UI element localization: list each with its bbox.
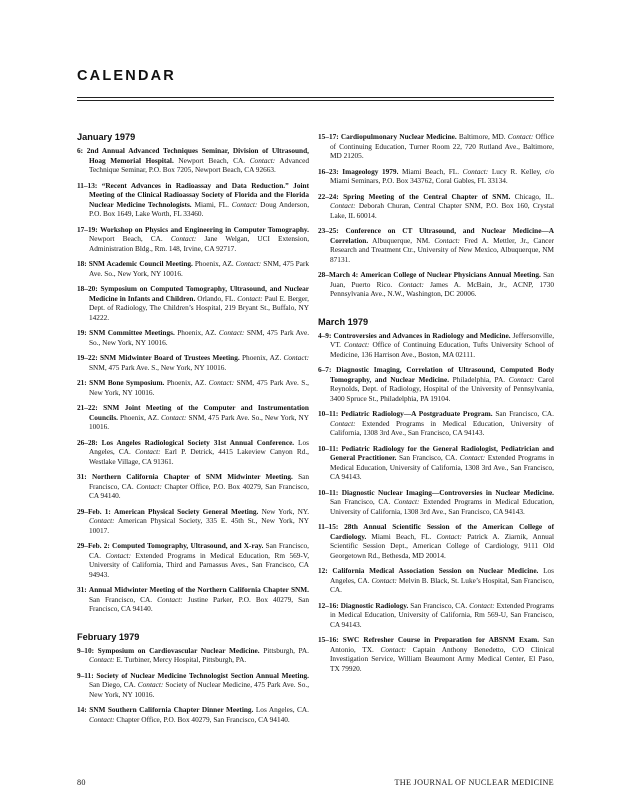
calendar-entry bbox=[318, 270, 554, 299]
calendar-entry bbox=[77, 353, 309, 372]
contact-label: Contact: bbox=[393, 497, 420, 506]
event-title: California Medical Association Session on Nuclear Medicine. bbox=[332, 566, 539, 575]
calendar-entry bbox=[318, 566, 554, 595]
event-title: SWC Refresher Course in Preparation for ABSNM Exam. bbox=[342, 635, 540, 644]
event-location: New York, NY. bbox=[261, 506, 310, 516]
event-location: San Francisco, CA. bbox=[330, 497, 391, 506]
contact-label: Contact: bbox=[343, 340, 370, 349]
event-date: 31: bbox=[77, 472, 87, 481]
event-location: Pittsburgh, PA. bbox=[263, 645, 310, 655]
event-contact: E. Turbiner, Mercy Hospital, Pittsburgh, PA. bbox=[116, 655, 247, 664]
event-title: Society of Nuclear Medicine Technologist Section Annual Meeting. bbox=[96, 670, 309, 680]
event-contact: SNM, 475 Park Ave. So., New York, NY 10016. bbox=[89, 259, 310, 278]
event-location: Orlando, FL. bbox=[197, 293, 236, 303]
event-title: Los Angeles Radiological Society 31st Annual Conference. bbox=[101, 437, 295, 447]
contact-label: Contact: bbox=[371, 575, 397, 585]
event-location: San Diego, CA. bbox=[89, 680, 136, 689]
contact-label: Contact: bbox=[462, 166, 489, 176]
month-heading: March 1979 bbox=[318, 316, 369, 327]
event-location: San Francisco, CA. bbox=[399, 453, 458, 462]
calendar-entry bbox=[318, 601, 554, 630]
contact-label: Contact: bbox=[157, 594, 183, 604]
event-contact: Extended Programs in Medical Education, Rm 569-V, University of California, Third and Parnassus Aves., San Francisco, CA 94943. bbox=[89, 550, 310, 579]
calendar-entry bbox=[318, 167, 554, 186]
calendar-entry bbox=[77, 378, 309, 397]
calendar-entry bbox=[77, 541, 309, 579]
event-date: 26–28: bbox=[77, 437, 98, 447]
journal-name: THE JOURNAL OF NUCLEAR MEDICINE bbox=[394, 778, 554, 787]
calendar-entry bbox=[77, 284, 309, 322]
event-title: Cardiopulmonary Nuclear Medicine. bbox=[340, 132, 457, 141]
event-location: San Francisco, CA. bbox=[410, 600, 468, 610]
event-title: SNM Committee Meetings. bbox=[89, 328, 175, 337]
event-contact: Captain Anthony Benedetto, C/O Clinical Investigation Service, William Beaumont Army Medical Center, El Paso, TX 79920. bbox=[330, 644, 554, 673]
event-date: 22–24: bbox=[318, 191, 339, 201]
event-title: SNM Midwinter Board of Trustees Meeting. bbox=[99, 353, 240, 362]
calendar-entry bbox=[77, 705, 309, 724]
event-date: 15–16: bbox=[318, 635, 339, 644]
contact-label: Contact: bbox=[434, 235, 460, 245]
event-date: 18: bbox=[77, 259, 87, 268]
event-location: San Antonio, TX. bbox=[330, 635, 555, 654]
event-date: 6: bbox=[77, 146, 84, 155]
contact-label: Contact: bbox=[89, 655, 115, 664]
contact-label: Contact: bbox=[249, 155, 276, 165]
event-title: Imageology 1979. bbox=[342, 166, 399, 176]
event-contact: SNM, 475 Park Ave. S., New York, NY 10016. bbox=[89, 362, 227, 372]
event-contact: Lucy R. Kelley, c/o Miami Seminars, P.O. Box 343762, Coral Gables, FL 33134. bbox=[330, 166, 555, 185]
event-title: Annual Midwinter Meeting of the Northern California Chapter SNM. bbox=[88, 585, 309, 594]
event-contact: Chapter Office, P.O. Box 40279, San Francisco, CA 94140. bbox=[89, 481, 309, 500]
event-location: Albuquerque, NM. bbox=[372, 235, 431, 245]
event-title: Controversies and Advances in Radiology and Medicine. bbox=[333, 330, 511, 340]
event-title: Symposium on Computed Tomography, Ultrasound, and Nuclear Medicine in Infants and Children. bbox=[89, 284, 310, 303]
event-title: Pediatric Radiology for the General Radiologist, Pediatrician and General Practitioner. bbox=[330, 443, 554, 462]
event-location: Phoenix, AZ. bbox=[194, 259, 234, 268]
contact-label: Contact: bbox=[235, 259, 262, 268]
contact-label: Contact: bbox=[160, 412, 187, 422]
event-location: Miami Beach, FL. bbox=[371, 531, 432, 541]
event-date: 14: bbox=[77, 705, 87, 714]
calendar-entry bbox=[77, 671, 309, 700]
calendar-entry bbox=[77, 507, 309, 536]
event-contact: Extended Programs in Medical Education, University of California, 1308 3rd Ave., San Francisco, CA 94143. bbox=[330, 418, 554, 437]
event-location: Baltimore, MD. bbox=[458, 132, 506, 141]
contact-label: Contact: bbox=[136, 481, 162, 491]
event-contact: SNM, 475 Park Ave. So., New York, NY 10016. bbox=[89, 412, 310, 431]
event-date: 31: bbox=[77, 585, 87, 594]
event-title: American College of Nuclear Physicians Annual Meeting. bbox=[360, 270, 541, 279]
event-date: 21–22: bbox=[77, 403, 98, 412]
event-title: Computed Tomography, Ultrasound, and X-ray. bbox=[112, 541, 264, 550]
event-contact: SNM, 475 Park Ave. So., New York, NY 10016. bbox=[89, 328, 310, 347]
calendar-entry bbox=[77, 181, 309, 219]
event-date: 11–13: bbox=[77, 180, 98, 190]
event-location: San Juan, Puerto Rico. bbox=[330, 270, 555, 289]
event-date: 11–15: bbox=[318, 522, 339, 531]
title-rule-top bbox=[77, 97, 554, 98]
event-date: 9–10: bbox=[77, 645, 95, 655]
event-date: 19–22: bbox=[77, 353, 98, 362]
calendar-entry bbox=[77, 403, 309, 432]
event-contact: James A. McBain, Jr., ACNP, 1730 Pennsylvania Ave., N.W., Washington, DC 20006. bbox=[330, 279, 554, 298]
event-date: 10–11: bbox=[318, 409, 339, 418]
event-title: Workshop on Physics and Engineering in Computer Tomography. bbox=[100, 224, 309, 234]
contact-label: Contact: bbox=[89, 714, 115, 724]
event-contact: Deborah Churan, Central Chapter SNM, P.O. Box 160, Crystal Lake, IL 60014. bbox=[330, 201, 554, 220]
event-title: American Physical Society General Meeting. bbox=[114, 506, 259, 516]
month-heading: January 1979 bbox=[77, 132, 136, 142]
contact-label: Contact: bbox=[208, 378, 235, 387]
left-column bbox=[77, 132, 309, 730]
event-location: Phoenix, AZ. bbox=[166, 378, 207, 387]
contact-label: Contact: bbox=[135, 447, 161, 456]
event-location: Phoenix, AZ. bbox=[177, 328, 217, 337]
event-contact: Office of Continuing Education, Tufts University School of Medicine, 136 Harrison Ave., Boston, MA 02111. bbox=[330, 340, 554, 359]
event-date: 9–11: bbox=[77, 670, 94, 680]
event-contact: Carol Reynolds, Dept. of Radiology, Hospital of the University of Pennsylvania, 3400 Spruce St., Philadelphia, PA 19104. bbox=[330, 374, 555, 403]
contact-label: Contact: bbox=[330, 201, 356, 210]
event-contact: Society of Nuclear Medicine, 475 Park Ave. So., New York, NY 10016. bbox=[89, 680, 310, 699]
calendar-entry bbox=[77, 585, 309, 614]
calendar-entry bbox=[77, 438, 309, 467]
calendar-entry bbox=[318, 132, 554, 161]
calendar-entry bbox=[318, 192, 554, 221]
calendar-entry bbox=[318, 409, 554, 438]
calendar-entry bbox=[318, 522, 554, 560]
event-location: Phoenix, AZ. bbox=[242, 353, 282, 362]
calendar-entry bbox=[318, 365, 554, 403]
event-date: 4–9: bbox=[318, 330, 332, 340]
event-contact: Doug Anderson, P.O. Box 1649, Lake Worth, FL 33460. bbox=[89, 199, 310, 218]
calendar-entry bbox=[77, 225, 309, 254]
event-title: Spring Meeting of the Central Chapter of SNM. bbox=[343, 191, 511, 201]
event-location: Phoenix, AZ. bbox=[120, 412, 159, 422]
event-location: Los Angeles, CA. bbox=[255, 705, 309, 714]
contact-label: Contact: bbox=[508, 374, 535, 384]
event-contact: Paul E. Berger, Dept. of Radiology, The Children’s Hospital, 219 Bryant St., Buffalo, NY 14222. bbox=[89, 293, 310, 322]
event-contact: Earl P. Detrick, 4415 Lakeview Canyon Rd., Westlake Village, CA 91361. bbox=[89, 447, 310, 466]
event-contact: Extended Programs in Medical Education, University of California, Rm 569-U, San Francisco, CA 94143. bbox=[330, 600, 554, 629]
event-contact: Advanced Technique Seminar, P.O. Box 7205, Newport Beach, CA 92663. bbox=[89, 155, 310, 174]
month-heading: February 1979 bbox=[77, 631, 140, 642]
event-location: San Francisco, CA. bbox=[89, 472, 310, 491]
contact-label: Contact: bbox=[436, 531, 462, 541]
right-column bbox=[318, 132, 554, 679]
page-title: CALENDAR bbox=[77, 68, 176, 84]
event-contact: Chapter Office, P.O. Box 40279, San Francisco, CA 94140. bbox=[116, 714, 290, 724]
event-title: Pediatric Radiology—A Postgraduate Program. bbox=[341, 409, 493, 418]
event-contact: Jane Welgan, UCI Extension, Administration Bldg., Rm. 148, Irvine, CA 92717. bbox=[89, 234, 310, 253]
event-date: 28–March 4: bbox=[318, 270, 359, 279]
title-rule-bottom bbox=[77, 100, 554, 101]
event-title: SNM Bone Symposium. bbox=[89, 378, 165, 387]
calendar-entry bbox=[318, 444, 554, 482]
event-title: Diagnostic Radiology. bbox=[340, 600, 409, 610]
event-location: San Francisco, CA. bbox=[89, 594, 153, 604]
contact-label: Contact: bbox=[380, 644, 407, 654]
event-location: Los Angeles, CA. bbox=[89, 437, 309, 456]
calendar-entry bbox=[77, 646, 309, 665]
page-footer bbox=[77, 778, 554, 787]
event-date: 18–20: bbox=[77, 284, 98, 293]
event-date: 12: bbox=[318, 566, 328, 575]
calendar-entry bbox=[77, 472, 309, 501]
calendar-entry bbox=[318, 226, 554, 264]
event-date: 29–Feb. 1: bbox=[77, 506, 111, 516]
event-title: Diagnostic Imaging, Correlation of Ultrasound, Computed Body Tomography, and Nuclear Medicine. bbox=[330, 365, 555, 384]
event-title: Symposium on Cardiovascular Nuclear Medicine. bbox=[97, 645, 260, 655]
contact-label: Contact: bbox=[469, 600, 495, 610]
event-title: Northern California Chapter of SNM Midwinter Meeting. bbox=[91, 472, 293, 481]
event-location: Chicago, IL. bbox=[514, 191, 554, 201]
contact-label: Contact: bbox=[170, 234, 197, 243]
event-location: Miami, FL. bbox=[194, 199, 229, 209]
calendar-entry bbox=[318, 331, 554, 360]
contact-label: Contact: bbox=[89, 516, 115, 525]
event-contact: SNM, 475 Park Ave. S., New York, NY 10016. bbox=[89, 378, 310, 397]
event-title: Diagnostic Nuclear Imaging—Controversies in Nuclear Medicine. bbox=[341, 487, 555, 497]
contact-label: Contact: bbox=[137, 680, 164, 689]
event-title: Conference on CT Ultrasound, and Nuclear Medicine—A Correlation. bbox=[330, 226, 555, 245]
event-location: Miami Beach, FL. bbox=[402, 166, 460, 176]
event-contact: Extended Programs in Medical Education, University of California, 1308 3rd Ave., San Francisco, CA 94143. bbox=[330, 453, 555, 481]
event-contact: Justine Parker, P.O. Box 40279, San Francisco, CA 94140. bbox=[89, 594, 310, 613]
event-date: 10–11: bbox=[318, 443, 339, 453]
event-date: 17–19: bbox=[77, 224, 98, 234]
event-date: 10–11: bbox=[318, 487, 339, 497]
page-number: 80 bbox=[77, 778, 86, 787]
event-contact: Melvin B. Black, St. Luke’s Hospital, San Francisco, CA. bbox=[330, 575, 554, 594]
calendar-entry bbox=[77, 328, 309, 347]
event-location: Jeffersonville, VT. bbox=[330, 330, 555, 349]
calendar-entry bbox=[318, 488, 554, 517]
calendar-entry bbox=[77, 259, 309, 278]
event-location: Philadelphia, PA. bbox=[452, 374, 506, 384]
event-date: 15–17: bbox=[318, 132, 339, 141]
event-location: Los Angeles, CA. bbox=[330, 566, 555, 585]
event-contact: Extended Programs in Medical Education, University of California, 1308 3rd Ave., San Francisco, CA 94143. bbox=[330, 497, 555, 516]
contact-label: Contact: bbox=[398, 279, 424, 289]
event-date: 19: bbox=[77, 328, 87, 337]
event-date: 16–23: bbox=[318, 166, 339, 176]
contact-label: Contact: bbox=[237, 293, 263, 303]
contact-label: Contact: bbox=[330, 418, 356, 428]
event-title: SNM Southern California Chapter Dinner Meeting. bbox=[89, 705, 254, 714]
calendar-entry bbox=[318, 635, 554, 673]
contact-label: Contact: bbox=[105, 550, 132, 560]
contact-label: Contact: bbox=[231, 199, 258, 209]
event-location: Newport Beach, CA. bbox=[89, 234, 163, 243]
contact-label: Contact: bbox=[459, 453, 486, 462]
event-date: 29–Feb. 2: bbox=[77, 541, 110, 550]
event-contact: American Physical Society, 335 E. 45th St., New York, NY 10017. bbox=[89, 516, 310, 535]
contact-label: Contact: bbox=[283, 353, 310, 362]
event-date: 23–25: bbox=[318, 226, 339, 235]
event-title: “Recent Advances in Radioassay and Data Reduction.” Joint Meeting of the Clinical Radioassay Society of Florida and the Florida Nuclear Medicine Technologists. bbox=[89, 180, 309, 209]
event-title: SNM Joint Meeting of the Computer and Instrumentation Councils. bbox=[89, 403, 309, 422]
event-title: 2nd Annual Advanced Techniques Seminar, Division of Ultrasound, Hoag Memorial Hospital. bbox=[86, 146, 309, 165]
event-title: 28th Annual Scientific Session of the American College of Cardiology. bbox=[330, 522, 554, 541]
event-contact: Office of Continuing Education, Turner Room 22, 720 Rutland Ave., Baltimore, MD 21205. bbox=[330, 132, 554, 160]
contact-label: Contact: bbox=[218, 328, 245, 337]
event-title: SNM Academic Council Meeting. bbox=[88, 259, 193, 268]
event-contact: Fred A. Mettler, Jr., Cancer Research and Treatment Ctr., University of New Mexico, Albuquerque, NM 87131. bbox=[330, 235, 555, 264]
contact-label: Contact: bbox=[507, 132, 534, 141]
calendar-entry bbox=[77, 146, 309, 175]
event-date: 12–16: bbox=[318, 600, 339, 610]
event-location: San Francisco, CA. bbox=[495, 409, 555, 418]
event-date: 6–7: bbox=[318, 365, 332, 374]
event-location: Newport Beach, CA. bbox=[178, 155, 246, 165]
event-location: San Francisco, CA. bbox=[89, 541, 310, 560]
event-date: 21: bbox=[77, 378, 87, 387]
event-contact: Patrick A. Ziarnik, Annual Scientific Session Dept., American College of Cardiology, 9111 Old Georgetown Rd., Bethesda, MD 20014. bbox=[330, 531, 555, 560]
